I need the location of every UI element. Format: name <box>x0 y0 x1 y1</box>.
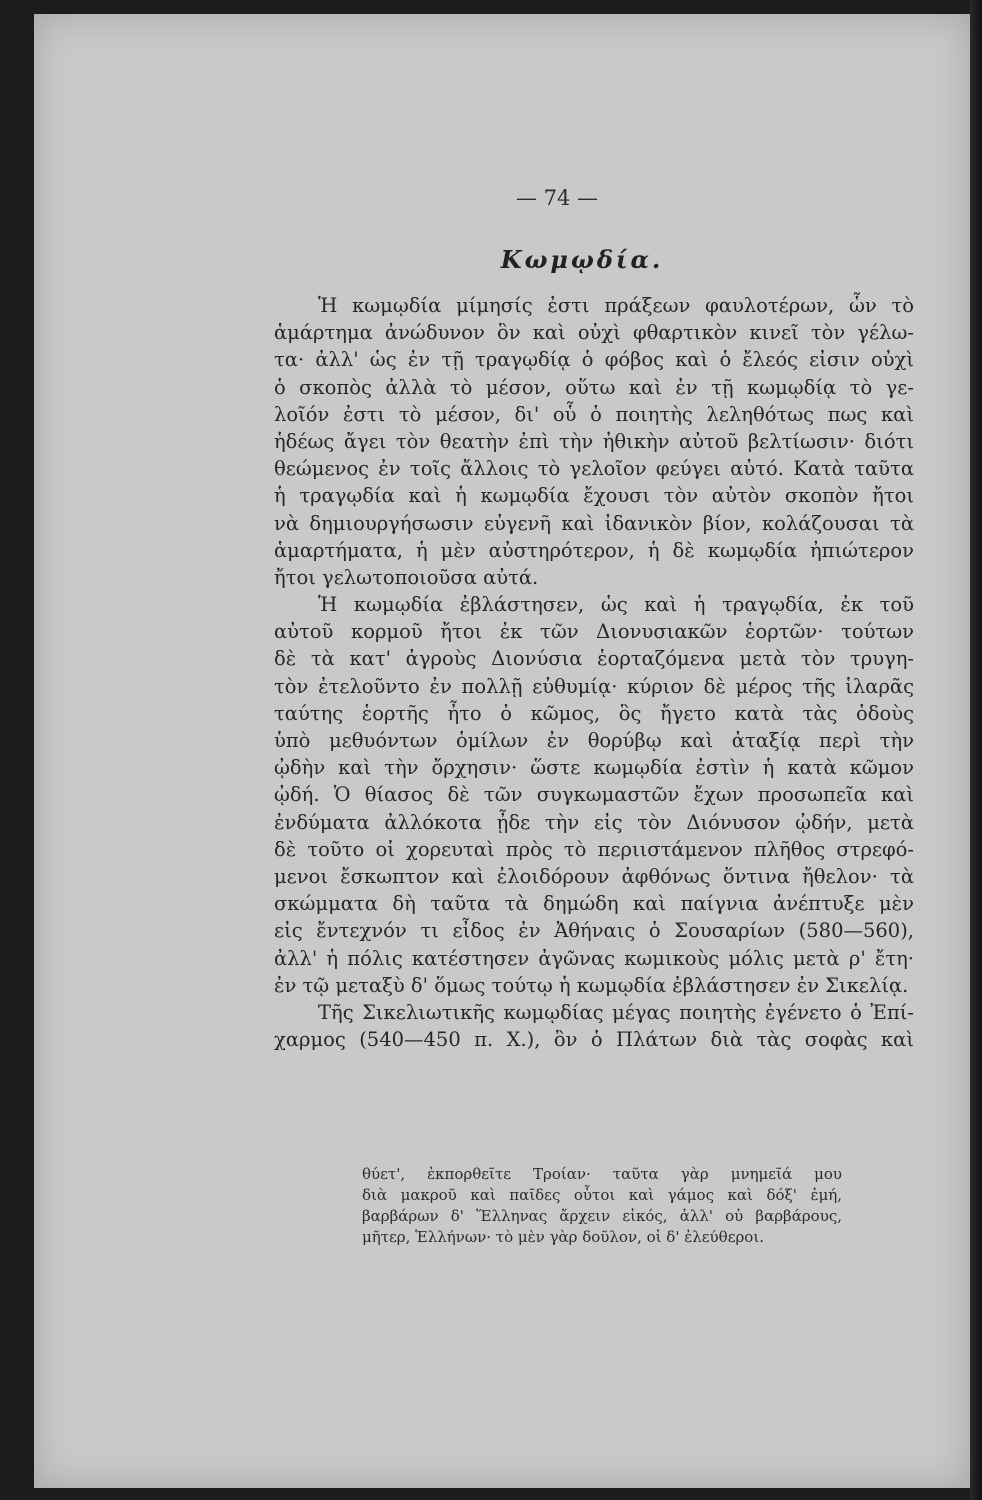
text-line: ἐνδύματα ἀλλόκοτα ᾖδε τὴν εἰς τὸν Διόνυσον ᾠδήν, μετὰ <box>274 810 914 834</box>
verse-line: βαρβάρων δ' Ἕλληνας ἄρχειν εἰκός, ἀλλ' οὐ βαρβάρους, <box>362 1207 842 1225</box>
text-line: δὲ τὰ κατ' ἀγροὺς Διονύσια ἑορταζόμενα μετὰ τὸν τρυγη- <box>274 647 914 671</box>
text-line: ἁμάρτημα ἀνώδυνον ὃν καὶ οὐχὶ φθαρτικὸν κινεῖ τὸν γέλω- <box>274 321 914 345</box>
page-edge-shadow <box>970 0 982 1500</box>
text-line: ᾠδή. Ὁ θίασος δὲ τῶν συγκωμαστῶν ἔχων προσωπεῖα καὶ <box>274 783 914 807</box>
text-line: Ἡ κωμῳδία ἐβλάστησεν, ὡς καὶ ἡ τραγῳδία, ἐκ τοῦ <box>318 593 914 617</box>
verse-line: θύετ', ἐκπορθεῖτε Τροίαν· ταῦτα γὰρ μνημεῖά μου <box>362 1165 842 1183</box>
text-line: ὁ σκοπὸς ἀλλὰ τὸ μέσον, οὕτω καὶ ἐν τῇ κωμῳδίᾳ τὸ γε- <box>274 375 914 399</box>
text-line: μενοι ἔσκωπτον καὶ ἐλοιδόρουν ἀφθόνως ὅντινα ἤθελον· τὰ <box>274 864 914 888</box>
text-line: ἁμαρτήματα, ἡ μὲν αὐστηρότερον, ἡ δὲ κωμῳδία ἠπιώτερον <box>274 538 914 562</box>
text-line: λοῖόν ἐστι τὸ μέσον, δι' οὗ ὁ ποιητὴς λεληθότως πως καὶ <box>274 402 914 426</box>
section-title: Κωμῳδία. <box>500 245 664 274</box>
verse-quotation <box>362 1164 842 1248</box>
text-line: ἤτοι γελωτοποιοῦσα αὐτά. <box>274 565 539 589</box>
text-line: ἐν τῷ μεταξὺ δ' ὅμως τούτῳ ἡ κωμῳδία ἐβλάστησεν ἐν Σικελίᾳ. <box>274 973 909 997</box>
text-line: ἀλλ' ἡ πόλις κατέστησεν ἀγῶνας κωμικοὺς μόλις μετὰ ρ' ἔτη· <box>274 946 914 970</box>
page-number: — 74 — <box>515 186 599 210</box>
text-line: νὰ δημιουργήσωσιν εὐγενῆ καὶ ἰδανικὸν βίον, κολάζουσαι τὰ <box>274 511 914 535</box>
book-page <box>34 14 970 1488</box>
text-line: θεώμενος ἐν τοῖς ἄλλοις τὸ γελοῖον φεύγει αὐτό. Κατὰ ταῦτα <box>274 457 914 481</box>
text-line: Τῆς Σικελιωτικῆς κωμῳδίας μέγας ποιητὴς ἐγένετο ὁ Ἐπί- <box>318 1000 914 1024</box>
text-line: ὑπὸ μεθυόντων ὁμίλων ἐν θορύβῳ καὶ ἀταξίᾳ περὶ τὴν <box>274 729 914 752</box>
main-text <box>274 292 914 1053</box>
text-line: σκώμματα δὴ ταῦτα τὰ δημώδη καὶ παίγνια ἀνέπτυξε μὲν <box>274 892 914 916</box>
text-line: ἡ τραγῳδία καὶ ἡ κωμῳδία ἔχουσι τὸν αὐτὸν σκοπὸν ἤτοι <box>274 484 914 508</box>
text-line: Ἡ κωμῳδία μίμησίς ἐστι πράξεων φαυλοτέρων, ὧν τὸ <box>318 294 914 317</box>
text-line: ταύτης ἑορτῆς ἦτο ὁ κῶμος, ὃς ἤγετο κατὰ τὰς ὁδοὺς <box>274 701 914 725</box>
text-line: ᾠδὴν καὶ τὴν ὄρχησιν· ὥστε κωμῳδία ἐστὶν ἡ κατὰ κῶμον <box>274 756 914 780</box>
text-line: τὸν ἐτελοῦντο ἐν πολλῇ εὐθυμίᾳ· κύριον δὲ μέρος τῆς ἱλαρᾶς <box>274 674 914 698</box>
text-line: ἡδέως ἄγει τὸν θεατὴν ἐπὶ τὴν ἠθικὴν αὐτοῦ βελτίωσιν· διότι <box>274 429 914 453</box>
verse-line: διὰ μακροῦ καὶ παῖδες οὗτοι καὶ γάμος καὶ δόξ' ἐμή, <box>362 1186 842 1204</box>
text-line: εἰς ἔντεχνόν τι εἶδος ἐν Ἀθήναις ὁ Σουσαρίων (580—560), <box>274 919 914 943</box>
text-line: δὲ τοῦτο οἱ χορευταὶ πρὸς τὸ περιιστάμενον πλῆθος στρεφό- <box>274 837 914 861</box>
verse-line: μῆτερ, Ἑλλήνων· τὸ μὲν γὰρ δοῦλον, οἱ δ' ἐλεύθεροι. <box>362 1228 764 1246</box>
text-line: χαρμος (540—450 π. Χ.), ὃν ὁ Πλάτων διὰ τὰς σοφὰς καὶ <box>274 1028 914 1052</box>
text-line: τα· ἀλλ' ὡς ἐν τῇ τραγῳδίᾳ ὁ φόβος καὶ ὁ ἔλεός εἰσιν οὐχὶ <box>274 348 914 372</box>
text-line: αὐτοῦ κορμοῦ ἤτοι ἐκ τῶν Διονυσιακῶν ἑορτῶν· τούτων <box>274 620 914 644</box>
